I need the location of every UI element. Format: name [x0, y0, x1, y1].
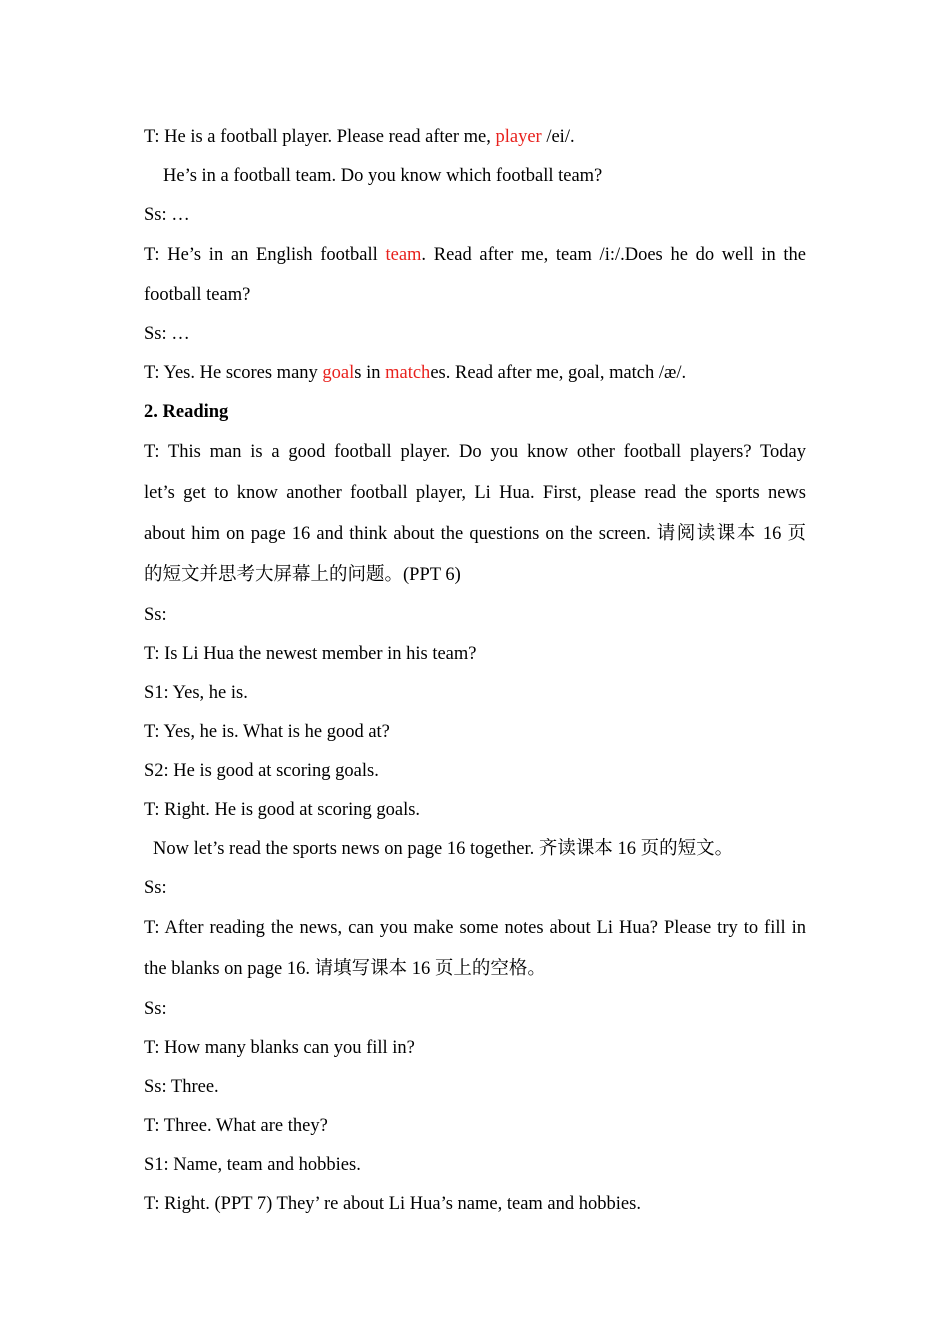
dialogue-line: Ss: — [144, 605, 167, 625]
section-heading: 2. Reading — [144, 402, 229, 422]
dialogue-line: Ss: Three. — [144, 1077, 219, 1097]
dialogue-line — [144, 235, 806, 276]
highlighted-word: team — [385, 245, 422, 265]
highlighted-word: player — [495, 127, 542, 147]
dialogue-line: Ss: … — [144, 205, 190, 225]
dialogue-line: T: Right. He is good at scoring goals. — [144, 800, 421, 820]
dialogue-line: He’s in a football team. Do you know which football team? — [163, 166, 603, 186]
dialogue-line: the blanks on page 16. 请填写课本 16 页上的空格。 — [144, 959, 546, 979]
text: /ei/. — [541, 127, 575, 147]
dialogue-line: football team? — [144, 285, 251, 305]
dialogue-line: T: Right. (PPT 7) They’ re about Li Hua’s name, team and hobbies. — [144, 1194, 641, 1214]
highlighted-word: goal — [322, 363, 355, 383]
text: s in — [354, 363, 386, 383]
paragraph-line: T: This man is a good football player. Do you know other football players? Today — [144, 442, 806, 462]
document-body — [144, 118, 806, 1224]
text: T: Yes. He scores many — [144, 363, 323, 383]
dialogue-line — [144, 354, 806, 393]
dialogue-line: T: How many blanks can you fill in? — [144, 1038, 415, 1058]
paragraph-line: 的短文并思考大屏幕上的问题。(PPT 6) — [144, 565, 461, 585]
dialogue-line: S1: Yes, he is. — [144, 683, 248, 703]
text: T: He’s in an English football — [144, 245, 386, 265]
dialogue-line: Ss: — [144, 999, 167, 1019]
dialogue-line: S2: He is good at scoring goals. — [144, 761, 379, 781]
text: . Read after me, team /i:/.Does he do well in the — [421, 245, 806, 265]
paragraph-line: let’s get to know another football player, Li Hua. First, please read the sports news — [144, 483, 806, 503]
text: es. Read after me, goal, match /æ/. — [430, 363, 687, 383]
dialogue-line: T: Is Li Hua the newest member in his team? — [144, 644, 477, 664]
dialogue-line: Now let’s read the sports news on page 16 together. 齐读课本 16 页的短文。 — [153, 839, 734, 859]
highlighted-word: match — [385, 363, 431, 383]
dialogue-line: Ss: … — [144, 324, 190, 344]
text: T: He is a football player. Please read after me, — [144, 127, 496, 147]
paragraph-line: about him on page 16 and think about the questions on the screen. 请阅读课本 16 页 — [144, 524, 806, 544]
dialogue-line: Ss: — [144, 878, 167, 898]
dialogue-line: T: Three. What are they? — [144, 1116, 328, 1136]
dialogue-line: T: After reading the news, can you make some notes about Li Hua? Please try to fill in — [144, 918, 806, 938]
dialogue-line: S1: Name, team and hobbies. — [144, 1155, 361, 1175]
dialogue-line: T: Yes, he is. What is he good at? — [144, 722, 390, 742]
dialogue-line — [144, 118, 806, 157]
